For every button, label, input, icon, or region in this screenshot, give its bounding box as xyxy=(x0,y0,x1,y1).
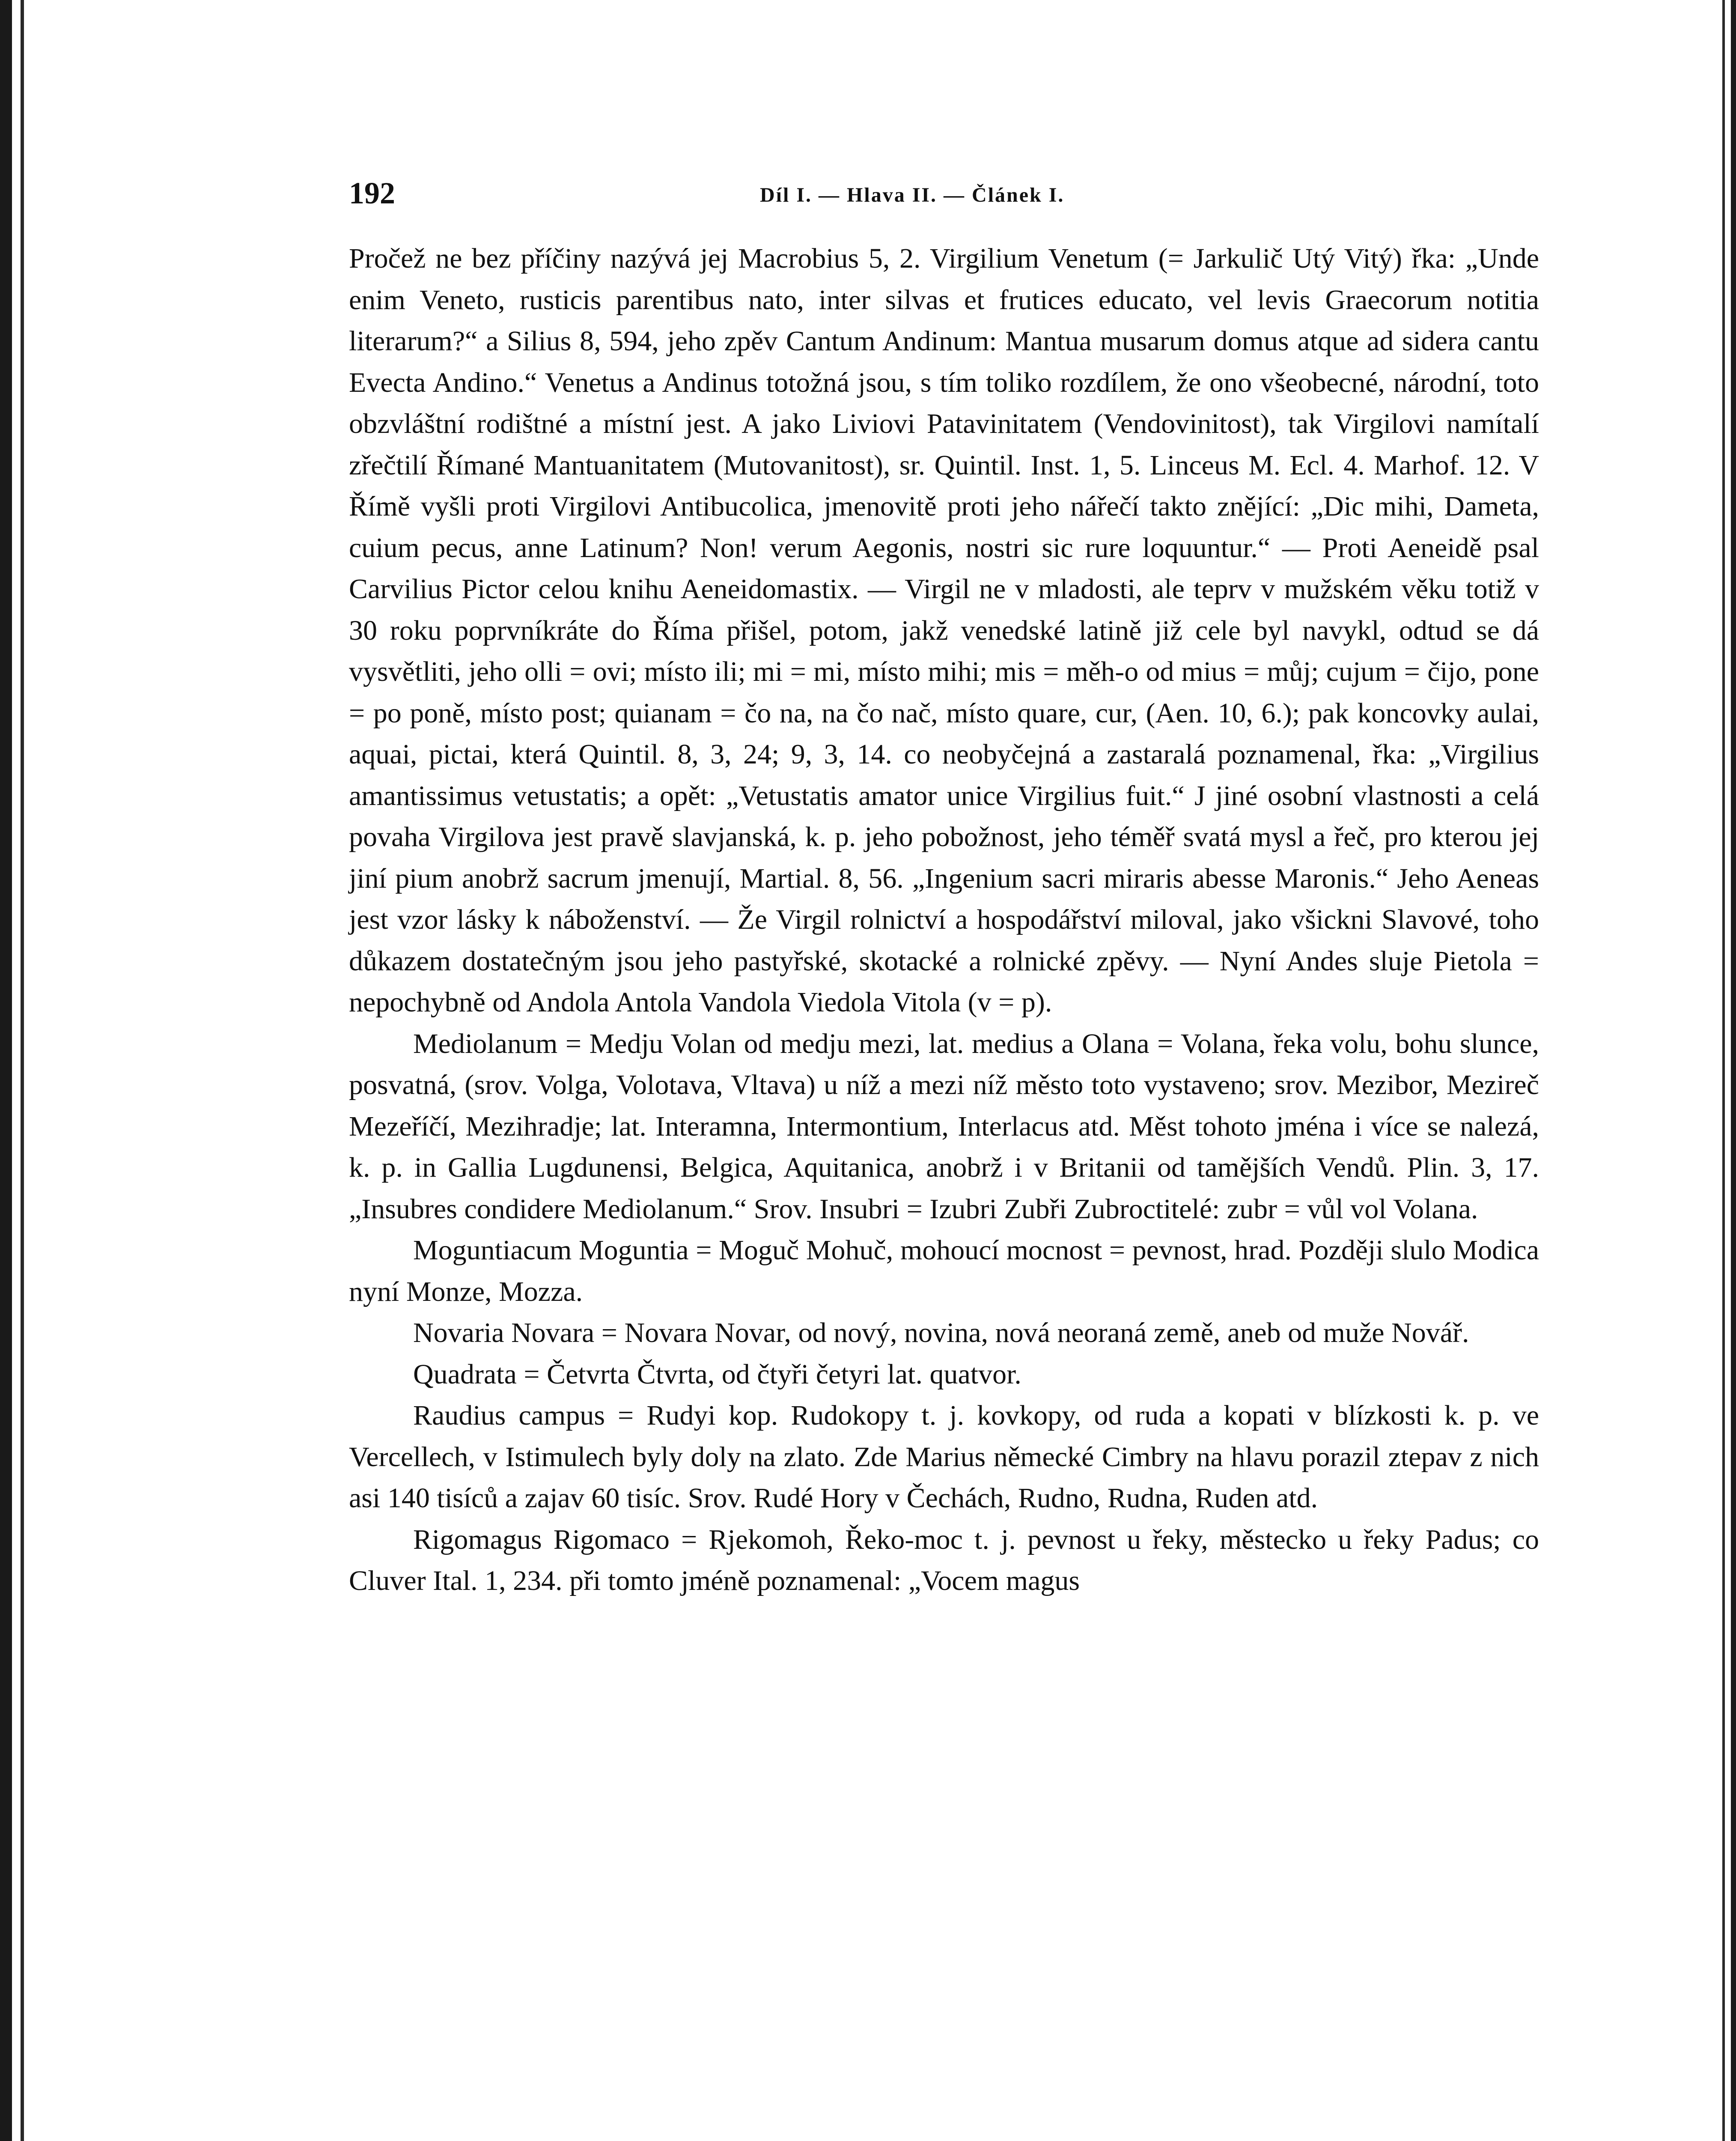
paragraph-rigomagus: Rigomagus Rigomaco = Rjekomoh, Řeko-moc t. j. pevnost u řeky, městecko u řeky Padus; co Cluver Ital. 1, 234. při tomto jméně poznamenal: „Vocem magus xyxy=(349,1524,1539,1596)
paragraph-moguntiacum: Moguntiacum Moguntia = Moguč Mohuč, mohoucí mocnost = pevnost, hrad. Později slulo Modica nyní Monze, Mozza. xyxy=(349,1235,1539,1307)
paragraph-raudius-campus: Raudius campus = Rudyi kop. Rudokopy t. j. kovkopy, od ruda a kopati v blízkosti k. p. ve Vercellech, v Istimulech byly doly na zlato. Zde Marius německé Cimbry na hlavu porazil ztepav z nich asi 140 tisíců a zajav 60 tisíc. Srov. Rudé Hory v Čechách, Rudno, Rudna, Ruden atd. xyxy=(349,1400,1539,1514)
scan-border-left xyxy=(0,0,12,2141)
scan-border-left-inner xyxy=(21,0,24,2141)
running-head xyxy=(349,171,1539,223)
page xyxy=(349,171,1539,1602)
scan-border-right-inner xyxy=(1722,0,1725,2141)
paragraph-novaria: Novaria Novara = Novara Novar, od nový, novina, nová neoraná země, aneb od muže Novář. xyxy=(413,1317,1469,1348)
page-number: 192 xyxy=(349,176,395,210)
scan-border-right xyxy=(1731,0,1736,2141)
body-text xyxy=(349,238,1539,1602)
chapter-title: Díl I. — Hlava II. — Článek I. xyxy=(760,184,1065,206)
paragraph-virgil: Pročež ne bez příčiny nazývá jej Macrobius 5, 2. Virgilium Venetum (= Jarkulič Utý Vitý) řka: „Unde enim Veneto, rusticis parentibus nato, inter silvas et frutices educato, vel levis Graecorum notitia literarum?“ a Silius 8, 594, jeho zpěv Cantum Andinum: Mantua musarum domus atque ad sidera cantu Evecta Andino.“ Venetus a Andinus totožná jsou, s tím toliko rozdílem, že ono všeobecné, národní, toto obzvláštní rodištné a místní jest. A jako Liviovi Patavinitatem (Vendovinitost), tak Virgilovi namítalí zřečtilí Římané Mantuanitatem (Mutovanitost), sr. Quintil. Inst. 1, 5. Linceus M. Ecl. 4. Marhof. 12. V Římě vyšli proti Virgilovi Antibucolica, jmenovitě proti jeho nářečí takto znějící: „Dic mihi, Dameta, cuium pecus, anne Latinum? Non! verum Aegonis, nostri sic rure loquuntur.“ — Proti Aeneidě psal Carvilius Pictor celou knihu Aeneidomastix. — Virgil ne v mladosti, ale teprv v mužském věku totiž v 30 roku poprvníkráte do Říma přišel, potom, jakž venedské latině již cele byl navykl, odtud se dá vysvětliti, jeho olli = ovi; místo ili; mi = mi, místo mihi; mis = měh-o od mius = můj; cujum = čijo, pone = po poně, místo post; quianam = čo na, na čo nač, místo quare, cur, (Aen. 10, 6.); pak koncovky aulai, aquai, pictai, která Quintil. 8, 3, 24; 9, 3, 14. co neobyčejná a zastaralá poznamenal, řka: „Virgilius amantissimus vetustatis; a opět: „Vetustatis amator unice Virgilius fuit.“ J jiné osobní vlastnosti a celá povaha Virgilova jest pravě slavjanská, k. p. jeho pobožnost, jeho téměř svatá mysl a řeč, pro kterou jej jiní pium anobrž sacrum jmenují, Martial. 8, 56. „Ingenium sacri miraris abesse Maronis.“ Jeho Aeneas jest vzor lásky k náboženství. — Že Virgil rolnictví a hospodářství miloval, jako všickni Slavové, toho důkazem dostatečným jsou jeho pastyřské, skotacké a rolnické zpěvy. — Nyní Andes sluje Pietola = nepochybně od Andola Antola Vandola Viedola Vitola (v = p). xyxy=(349,243,1539,1018)
paragraph-quadrata: Quadrata = Četvrta Čtvrta, od čtyři četyri lat. quatvor. xyxy=(413,1358,1021,1390)
paragraph-mediolanum: Mediolanum = Medju Volan od medju mezi, lat. medius a Olana = Volana, řeka volu, bohu slunce, posvatná, (srov. Volga, Volotava, Vltava) u níž a mezi níž město toto vystaveno; srov. Mezibor, Mezireč Mezeříčí, Mezihradje; lat. Interamna, Intermontium, Interlacus atd. Měst tohoto jména i více se nalezá, k. p. in Gallia Lugdunensi, Belgica, Aquitanica, anobrž i v Britanii od tamějších Vendů. Plin. 3, 17. „Insubres condidere Mediolanum.“ Srov. Insubri = Izubri Zubři Zubroctitelé: zubr = vůl vol Volana. xyxy=(349,1028,1539,1225)
